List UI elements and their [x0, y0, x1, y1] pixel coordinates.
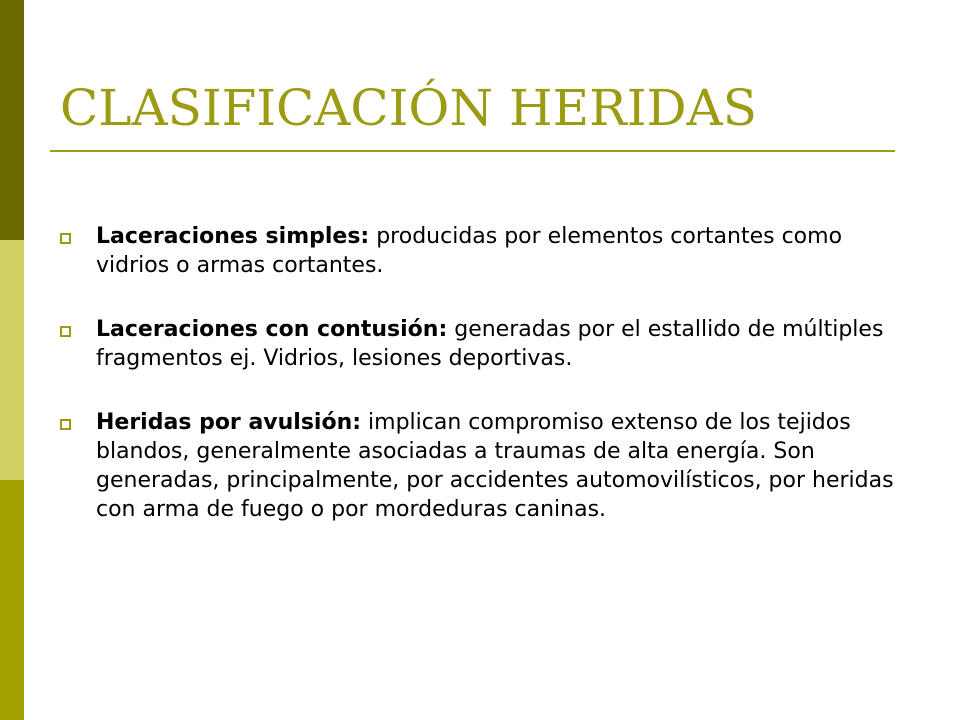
bullet-item-laceraciones-simples	[60, 222, 910, 280]
bullet-item-laceraciones-con-contusion	[60, 315, 910, 373]
sidebar-decoration	[0, 0, 24, 720]
title-underline	[50, 150, 895, 152]
sidebar-segment-bottom	[0, 480, 24, 720]
slide-title: CLASIFICACIÓN HERIDAS	[60, 79, 757, 137]
hollow-square-bullet-icon	[60, 233, 71, 244]
bullet-term: Heridas por avulsión:	[96, 410, 362, 435]
bullet-text: implican compromiso extenso de los tejidos blandos, generalmente asociadas a traumas de alta energía. Son generadas, principalmente, por accidentes automovilísticos, por heridas con arma de fuego o por mordeduras caninas.	[96, 410, 894, 522]
bullet-list	[60, 222, 910, 559]
sidebar-segment-middle	[0, 240, 24, 480]
bullet-term: Laceraciones con contusión:	[96, 317, 448, 342]
sidebar-segment-top	[0, 0, 24, 240]
hollow-square-bullet-icon	[60, 326, 71, 337]
hollow-square-bullet-icon	[60, 419, 71, 430]
bullet-text: producidas por elementos cortantes como vidrios o armas cortantes.	[96, 224, 843, 278]
bullet-term: Laceraciones simples:	[96, 224, 370, 249]
bullet-text: generadas por el estallido de múltiples fragmentos ej. Vidrios, lesiones deportivas.	[96, 317, 884, 371]
bullet-item-heridas-por-avulsion	[60, 408, 910, 524]
